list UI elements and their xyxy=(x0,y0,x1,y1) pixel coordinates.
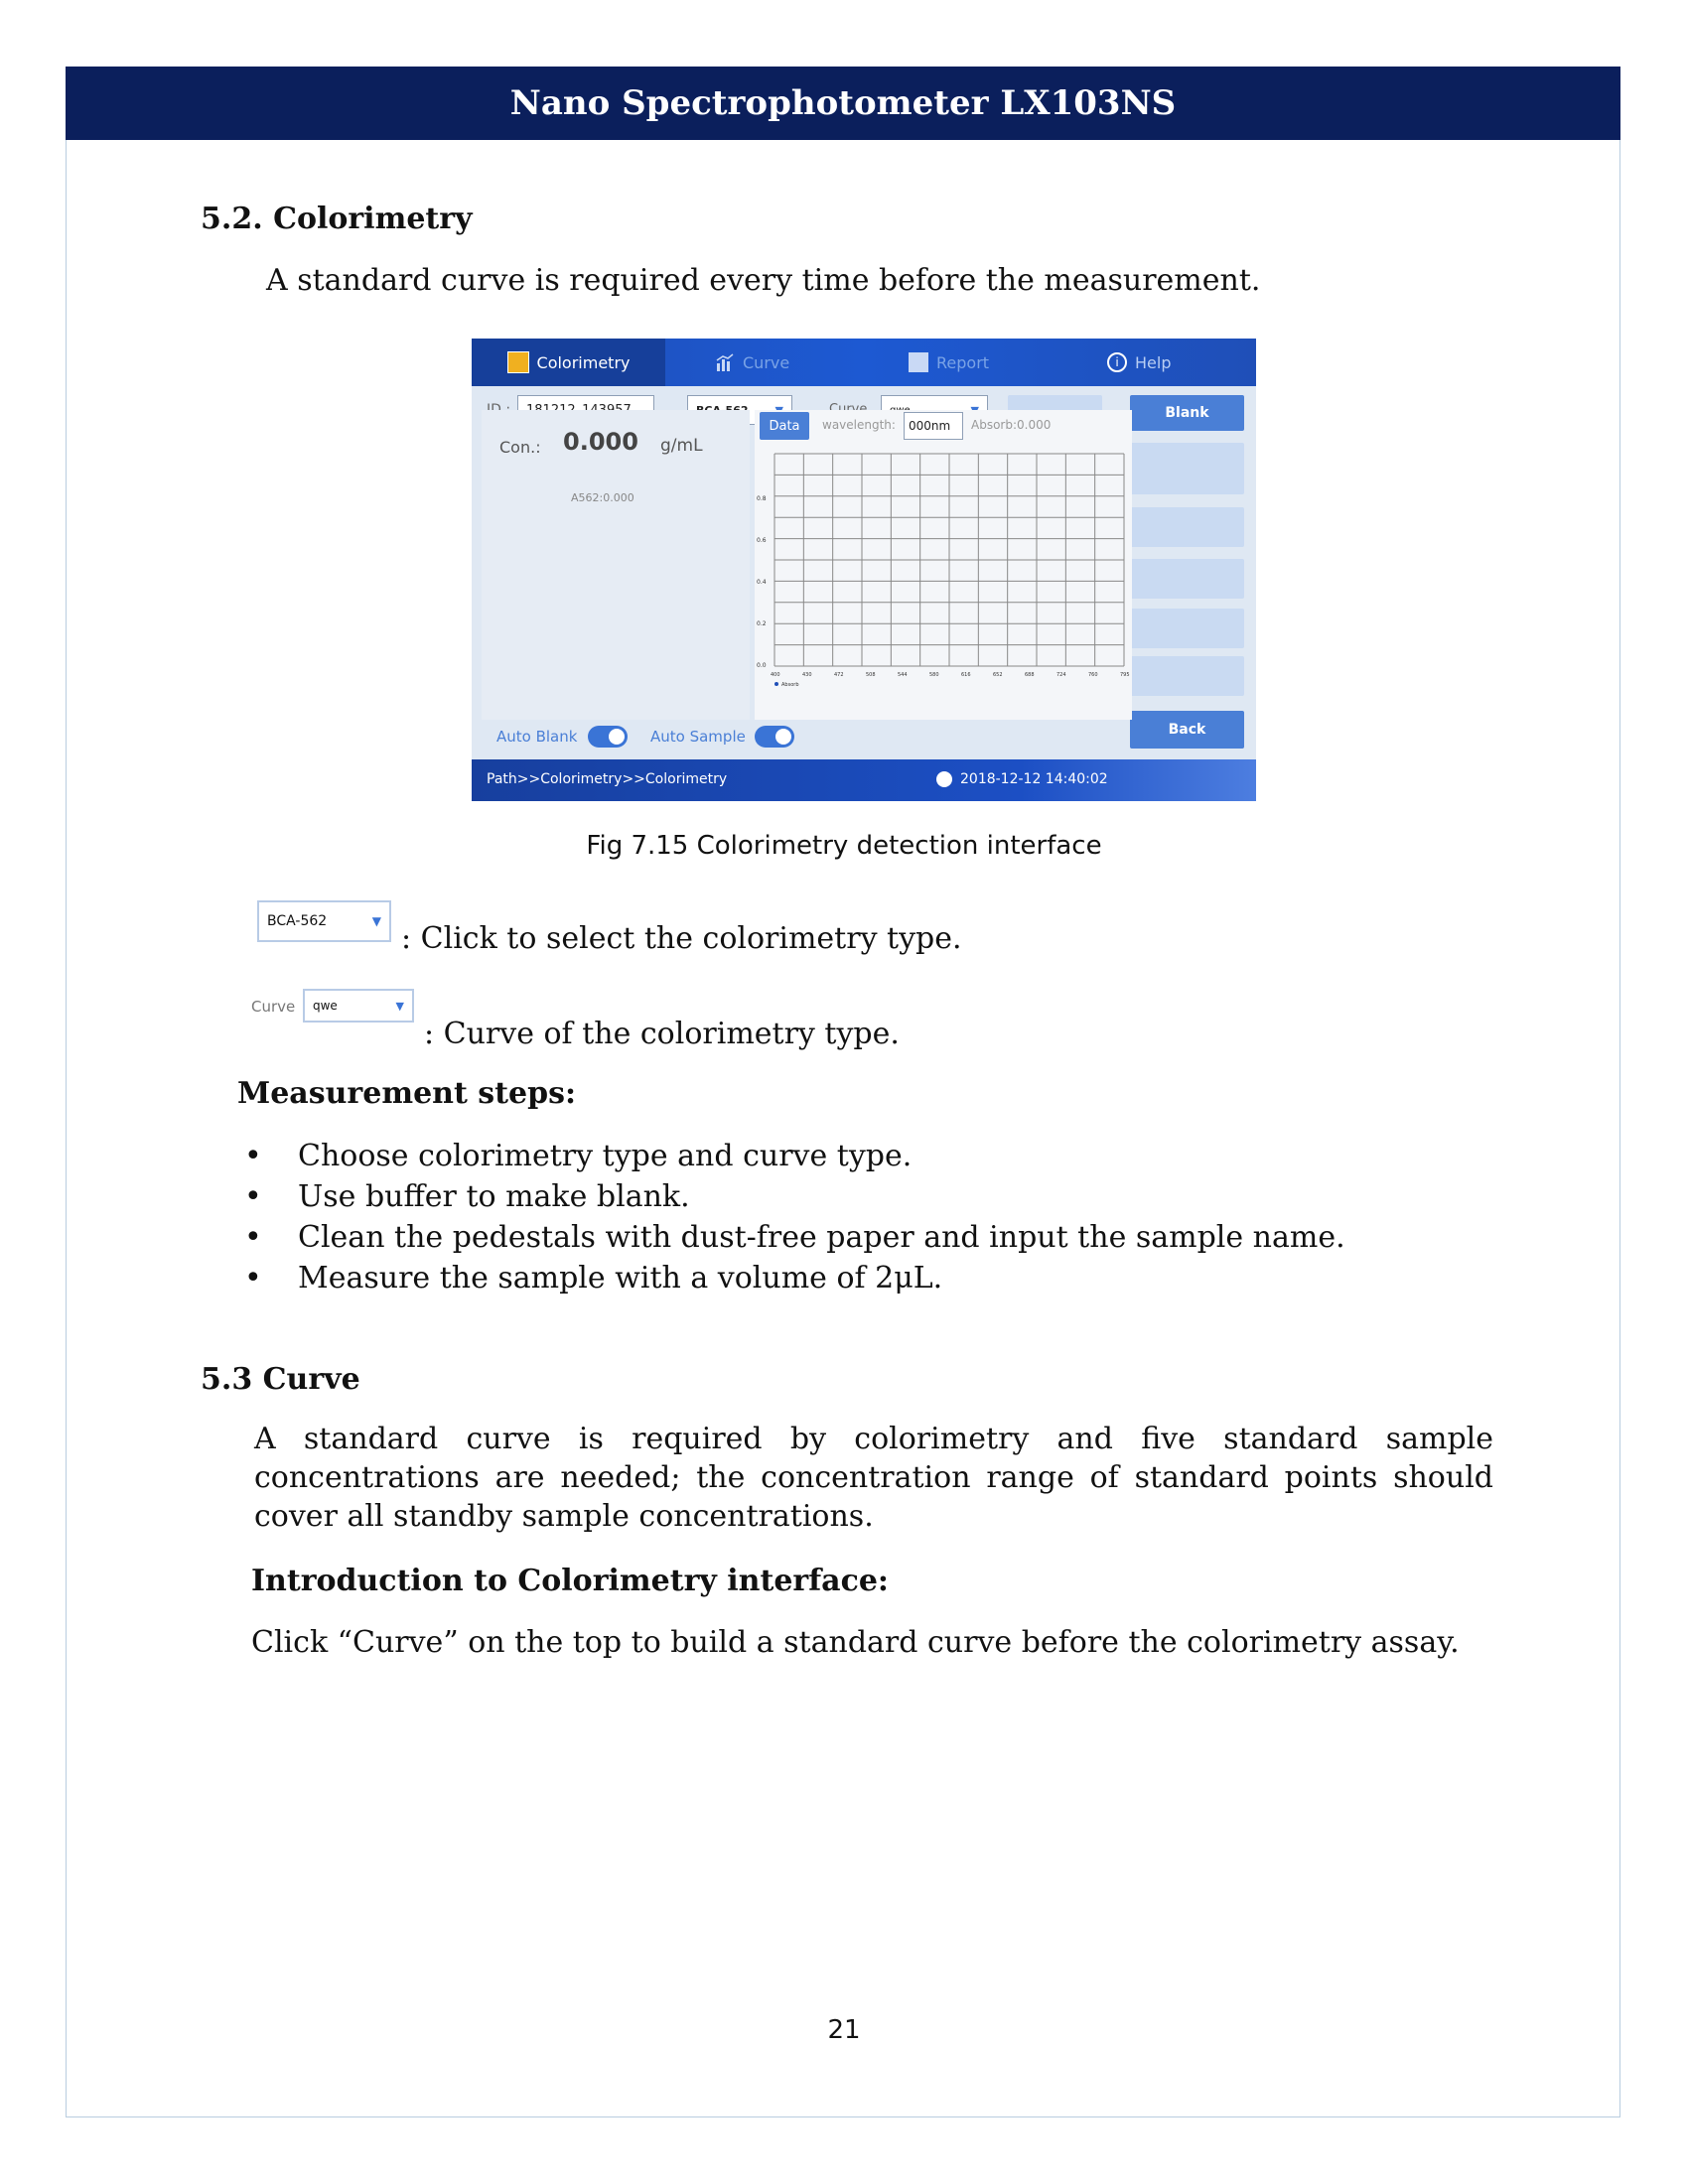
section-heading-colorimetry: 5.2. Colorimetry xyxy=(201,202,473,236)
chevron-down-icon: ▼ xyxy=(395,999,404,1013)
tab-bar xyxy=(472,339,1256,386)
auto-blank-label: Auto Blank xyxy=(496,728,578,746)
side-button-2[interactable] xyxy=(1130,507,1244,547)
curve-select-description: : Curve of the colorimetry type. xyxy=(424,1017,900,1051)
y-tick-label: 0.4 xyxy=(757,579,767,586)
list-item: • Use buffer to make blank. xyxy=(238,1176,1345,1217)
legend-label: Absorb xyxy=(781,682,799,688)
x-tick-label: 616 xyxy=(961,672,971,678)
colorimetry-icon xyxy=(507,351,529,373)
curve-instruction: Click “Curve” on the top to build a standard curve before the colorimetry assay. xyxy=(251,1625,1460,1660)
x-tick-label: 795 xyxy=(1120,672,1130,678)
y-tick-label: 0.0 xyxy=(757,662,767,669)
list-item: • Choose colorimetry type and curve type. xyxy=(238,1136,1345,1176)
curve-select-sample: qwe ▼ xyxy=(303,989,414,1023)
page-header xyxy=(66,67,1620,140)
x-tick-label: 508 xyxy=(866,672,876,678)
x-tick-label: 760 xyxy=(1088,672,1098,678)
page-number: 21 xyxy=(827,2015,861,2045)
clock-icon xyxy=(936,771,952,787)
back-button[interactable]: Back xyxy=(1130,711,1244,749)
header-title: Nano Spectrophotometer LX103NS xyxy=(509,83,1177,123)
status-bar xyxy=(472,759,1256,801)
x-tick-label: 430 xyxy=(802,672,812,678)
data-button[interactable]: Data xyxy=(760,412,809,440)
y-tick-label: 0.6 xyxy=(757,537,767,544)
tab-colorimetry[interactable]: Colorimetry xyxy=(472,339,665,386)
colorimetry-screenshot xyxy=(472,339,1256,801)
side-button-1[interactable] xyxy=(1130,443,1244,494)
y-tick-label: 0.2 xyxy=(757,620,767,627)
colorimetry-intro: A standard curve is required every time before the measurement. xyxy=(266,263,1261,298)
absorbance-grid xyxy=(755,446,1132,714)
report-icon xyxy=(909,352,928,372)
x-tick-label: 688 xyxy=(1025,672,1035,678)
info-icon: i xyxy=(1107,352,1127,372)
measurement-steps-heading: Measurement steps: xyxy=(237,1076,577,1111)
list-item: • Measure the sample with a volume of 2μL. xyxy=(238,1258,1345,1298)
wavelength-label: wavelength: xyxy=(822,418,896,432)
auto-sample-label: Auto Sample xyxy=(650,728,746,746)
tab-help[interactable]: i Help xyxy=(1107,339,1226,386)
side-button-3[interactable] xyxy=(1130,559,1244,599)
absorbance-chart-panel xyxy=(755,410,1132,720)
measurement-steps-list xyxy=(238,1136,1345,1298)
figure-caption: Fig 7.15 Colorimetry detection interface xyxy=(586,831,1102,861)
x-tick-label: 652 xyxy=(993,672,1003,678)
tab-curve[interactable]: Curve xyxy=(715,339,834,386)
con-label: Con.: xyxy=(499,438,541,457)
tab-report[interactable]: Report xyxy=(909,339,1028,386)
blank-button[interactable]: Blank xyxy=(1130,395,1244,431)
x-tick-label: 400 xyxy=(771,672,780,678)
con-unit: g/mL xyxy=(660,436,703,456)
curve-body: A standard curve is required by colorimetry and five standard sample concentrations are needed; the concentration range of standard points should cover all standby sample concentrations. xyxy=(254,1422,1493,1534)
path-breadcrumb: Path>>Colorimetry>>Colorimetry xyxy=(487,771,728,787)
concentration-panel xyxy=(482,410,750,720)
section-heading-curve: 5.3 Curve xyxy=(201,1362,360,1397)
a562-readout: A562:0.000 xyxy=(571,491,634,504)
curve-label-sample: Curve xyxy=(251,998,296,1016)
colorimetry-interface-heading: Introduction to Colorimetry interface: xyxy=(251,1564,889,1598)
list-item: • Clean the pedestals with dust-free paper and input the sample name. xyxy=(238,1217,1345,1258)
chevron-down-icon: ▼ xyxy=(371,914,381,928)
side-button-4[interactable] xyxy=(1130,609,1244,648)
legend-marker xyxy=(774,682,778,686)
x-tick-label: 472 xyxy=(834,672,844,678)
x-tick-label: 544 xyxy=(898,672,908,678)
wavelength-input[interactable]: 000nm xyxy=(904,412,963,440)
colorimetry-type-select-sample: BCA-562 ▼ xyxy=(257,900,391,942)
x-tick-label: 724 xyxy=(1056,672,1066,678)
auto-sample-toggle[interactable] xyxy=(755,726,794,748)
y-tick-label: 0.8 xyxy=(757,495,767,502)
auto-blank-toggle[interactable] xyxy=(588,726,628,748)
datetime: 2018-12-12 14:40:02 xyxy=(960,771,1108,787)
x-tick-label: 580 xyxy=(929,672,939,678)
chart-icon xyxy=(715,352,735,372)
con-value: 0.000 xyxy=(563,428,638,456)
side-button-5[interactable] xyxy=(1130,656,1244,696)
type-select-description: : Click to select the colorimetry type. xyxy=(401,921,962,956)
absorb-readout: Absorb:0.000 xyxy=(971,418,1052,432)
